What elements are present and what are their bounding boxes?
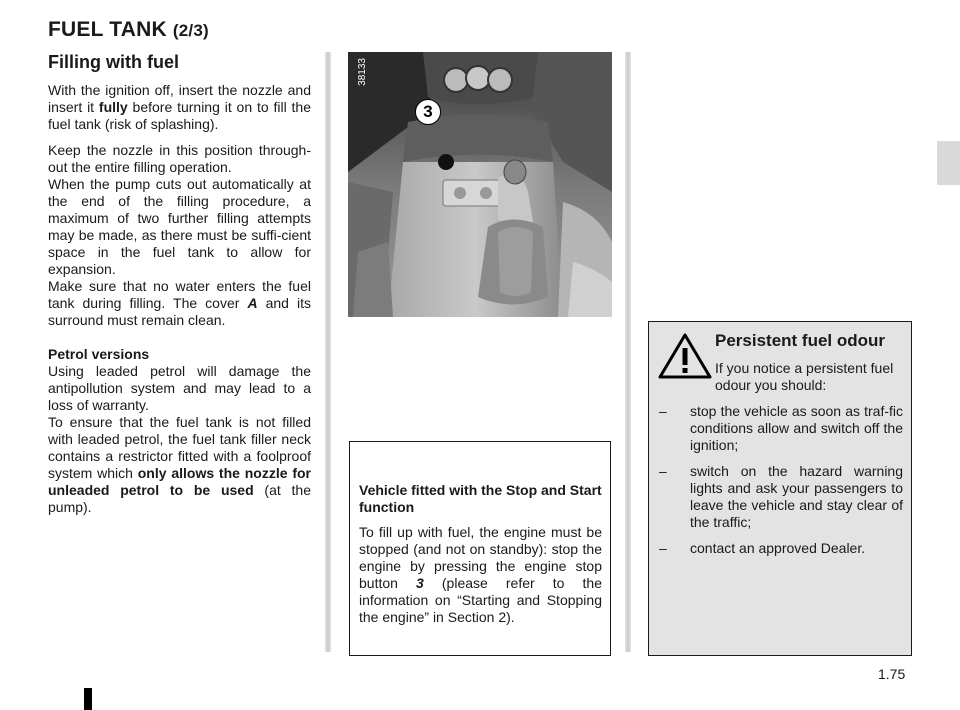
list-item-text: contact an approved Dealer. — [690, 540, 866, 556]
cover-label: A — [247, 295, 258, 311]
text-run: Make sure that no water enters the fuel tank during filling. The cover — [48, 278, 311, 311]
list-item-text: switch on the hazard warning lights and ask your passengers to leave the vehicle and stay clear of the traffic; — [690, 463, 903, 530]
stop-start-heading: Vehicle fitted with the Stop and Start function — [359, 482, 602, 515]
section-heading: Filling with fuel — [48, 52, 179, 72]
list-item — [659, 540, 903, 557]
text-run: To fill up with fuel, the engine must be stopped (and not on standby): stop the engine by pressing the engine stop button — [359, 524, 602, 591]
paragraph-petrol — [48, 346, 311, 516]
paragraph-insert-nozzle — [48, 82, 311, 133]
button-reference: 3 — [416, 575, 424, 591]
callout-number: 3 — [415, 99, 441, 125]
text-run: To ensure that the fuel tank is not filled with leaded petrol, the fuel tank filler neck contains a restrictor fitted with a foolproof system which — [48, 414, 311, 481]
warning-list — [659, 403, 903, 566]
center-console-illustration — [348, 52, 612, 317]
text-run: With the ignition off, insert the nozzle and insert it — [48, 82, 311, 115]
text-run: Using leaded petrol will damage the antipollution system and may lead to a loss of warranty. — [48, 363, 311, 413]
emphasis-unleaded: only allows the nozzle for unleaded petrol to be used — [48, 465, 311, 498]
petrol-heading: Petrol versions — [48, 346, 150, 362]
main-column — [48, 52, 311, 525]
list-item — [659, 463, 903, 531]
section-tab — [937, 141, 960, 185]
text-run: (at the pump). — [48, 482, 311, 515]
warning-triangle-icon — [657, 332, 713, 380]
figure-code: 38133 — [357, 58, 368, 86]
text-run: When the pump cuts out automatically at the end of the filling procedure, a maximum of two further filling attempts may be made, as there must be suffi-cient space in the fuel tank to allow for expansion. — [48, 176, 311, 277]
page-subtitle: (2/3) — [172, 21, 209, 40]
warning-heading: Persistent fuel odour — [715, 331, 886, 350]
emphasis-fully: fully — [98, 99, 128, 115]
warning-intro: If you notice a persistent fuel odour you should: — [715, 360, 894, 393]
stop-start-content — [359, 482, 602, 626]
title-text: FUEL TANK — [48, 18, 167, 41]
text-run: (please refer to the information on “Starting and Stopping the engine” in Section 2). — [359, 575, 602, 625]
paragraph-keep-nozzle — [48, 142, 311, 329]
dashboard-photo — [348, 52, 612, 317]
stop-start-box — [349, 441, 611, 656]
stop-start-text — [359, 524, 602, 626]
text-run: before turning it on to fill the fuel tank (risk of splashing). — [48, 99, 311, 132]
list-item-text: stop the vehicle as soon as traf-fic conditions allow and switch off the ignition; — [690, 403, 903, 453]
warning-box — [648, 321, 912, 656]
column-divider — [325, 52, 331, 652]
text-run: and its surround must remain clean. — [48, 295, 312, 328]
list-dash: – — [659, 540, 667, 556]
page-title — [48, 18, 209, 42]
text-run: Keep the nozzle in this position through-out the entire filling operation. — [48, 142, 311, 175]
list-dash: – — [659, 463, 667, 479]
column-divider — [625, 52, 631, 652]
list-item — [659, 403, 903, 454]
page-number: 1.75 — [878, 666, 906, 682]
list-dash: – — [659, 403, 667, 419]
crop-mark — [84, 688, 92, 710]
